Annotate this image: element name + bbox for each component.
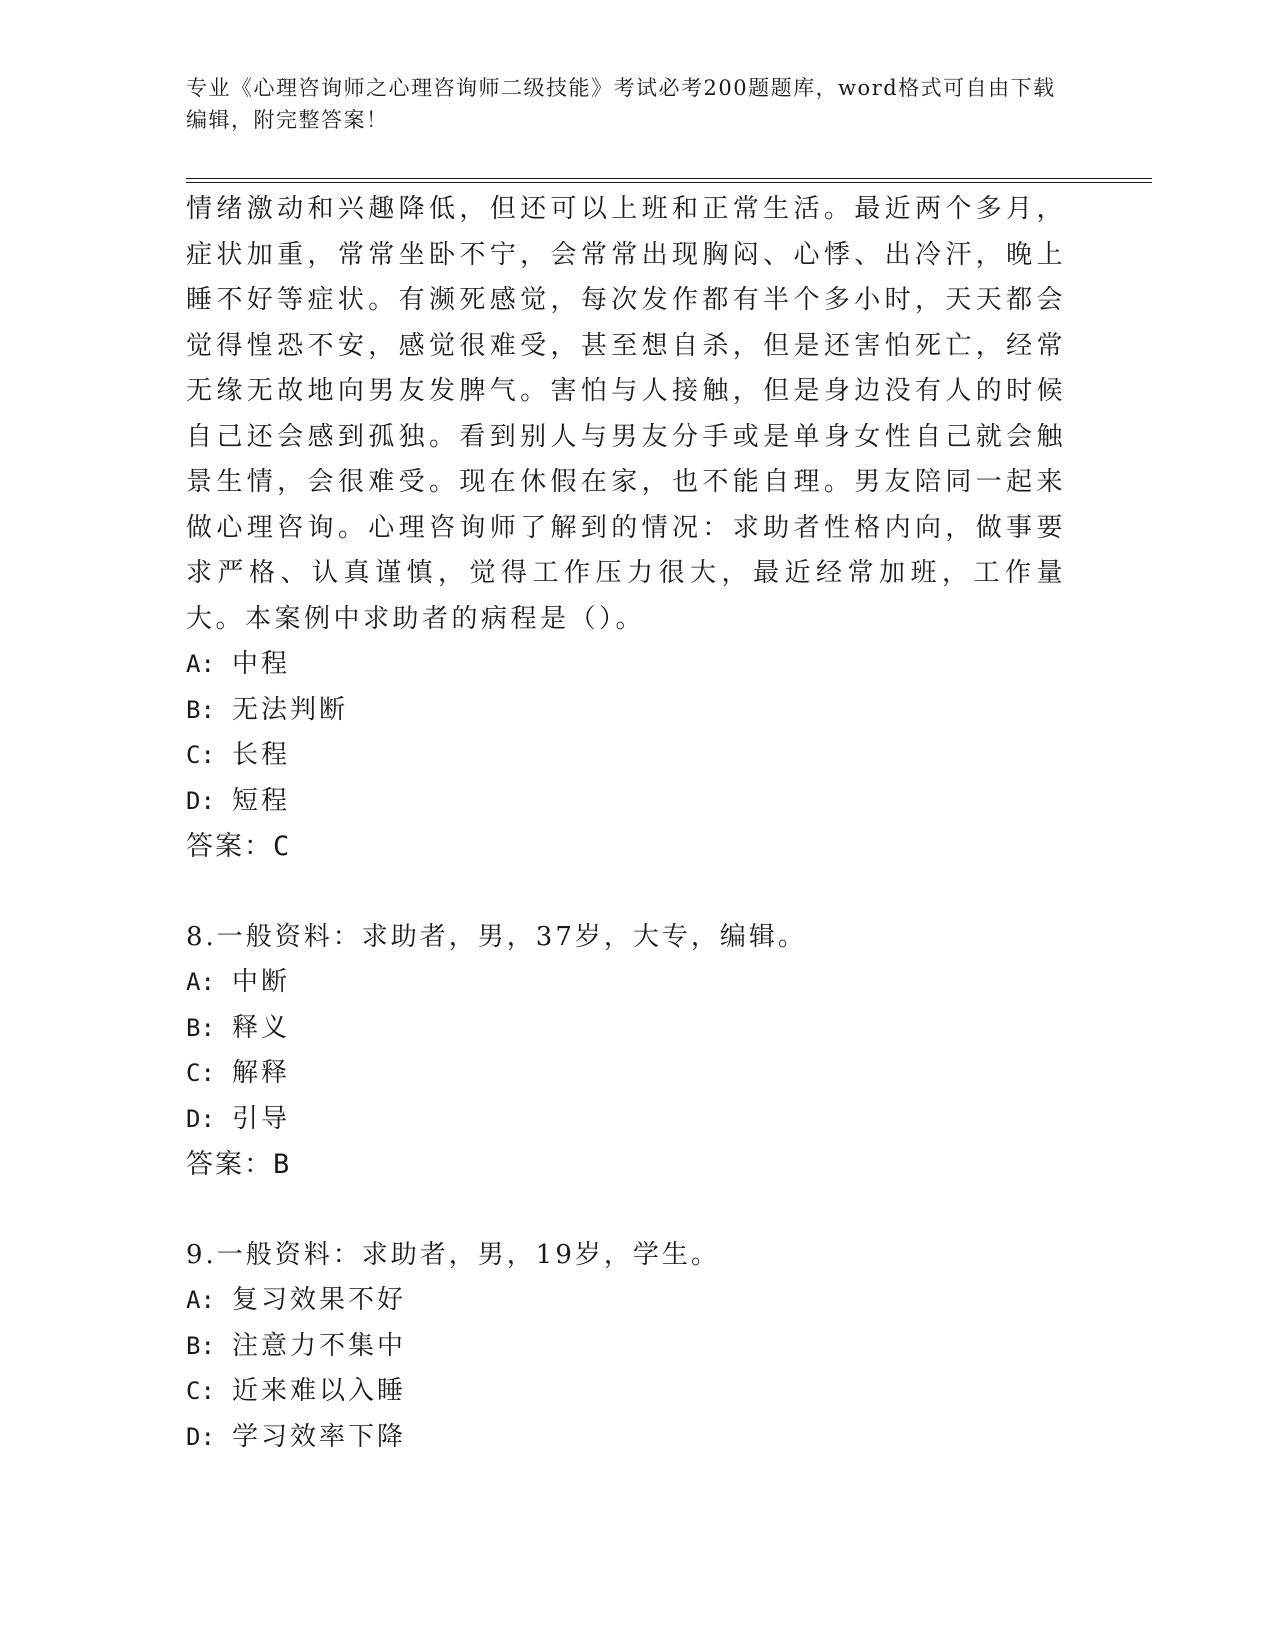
- question-continued: [186, 187, 1066, 870]
- stem-line: 恐不安，感觉很难受，甚至想自杀，但是还害怕死亡，经常无缘无故: [186, 330, 1066, 406]
- stem-line: 到孤独。看到别人与男友分手或是单身女性自己就会触景生情，会很: [186, 421, 1066, 497]
- answer-line: 答案：B: [186, 1149, 292, 1180]
- question-stem: [186, 187, 1066, 642]
- question-9: [186, 1233, 1066, 1461]
- question-title: 8.一般资料：求助者，男，37岁，大专，编辑。: [186, 921, 807, 952]
- stem-line: 状加重，常常坐卧不宁，会常常出现胸闷、心悸、出冷汗，晚上睡不: [186, 239, 1066, 315]
- option-b: B: 无法判断: [186, 694, 349, 725]
- option-d: D: 学习效率下降: [186, 1421, 407, 1452]
- option-b: B: 注意力不集中: [186, 1330, 407, 1361]
- stem-line: 好等症状。有濒死感觉，每次发作都有半个多小时，天天都会觉得惶: [186, 285, 1066, 361]
- spacer: [186, 870, 1066, 915]
- option-d: D: 引导: [186, 1103, 291, 1134]
- stem-line: ，觉得工作压力很大，最近经常加班，工作量大。本案例中求助者的: [186, 558, 1066, 634]
- document-body: [186, 187, 1066, 1460]
- page-header: [186, 72, 1066, 136]
- stem-line: 病程是（）。: [481, 603, 646, 634]
- stem-line: 理咨询师了解到的情况：求助者性格内向，做事要求严格、认真谨慎: [186, 512, 1066, 588]
- stem-line: 情绪激动和兴趣降低，但还可以上班和正常生活。最近两个多月，症: [186, 194, 1066, 270]
- question-8: [186, 915, 1066, 1188]
- option-a: A: 中程: [186, 649, 291, 679]
- option-c: C: 长程: [186, 740, 291, 770]
- question-title: 9.一般资料：求助者，男，19岁，学生。: [186, 1239, 720, 1270]
- header-title: 专业《心理咨询师之心理咨询师二级技能》考试必考200题题库，word格式可自由下载编辑，附完整答案！: [186, 76, 1056, 132]
- stem-line: 地向男友发脾气。害怕与人接触，但是身边没有人的时候自己还会感: [186, 376, 1066, 452]
- option-c: C: 解释: [186, 1058, 291, 1088]
- option-a: A: 中断: [186, 967, 291, 997]
- answer-line: 答案：C: [186, 831, 292, 862]
- spacer: [186, 1188, 1066, 1233]
- option-d: D: 短程: [186, 785, 291, 816]
- header-double-rule: [186, 178, 1152, 183]
- option-a: A: 复习效果不好: [186, 1285, 407, 1315]
- option-b: B: 释义: [186, 1012, 291, 1043]
- option-c: C: 近来难以入睡: [186, 1376, 407, 1406]
- stem-line: 难受。现在休假在家，也不能自理。男友陪同一起来做心理咨询。心: [186, 467, 1066, 543]
